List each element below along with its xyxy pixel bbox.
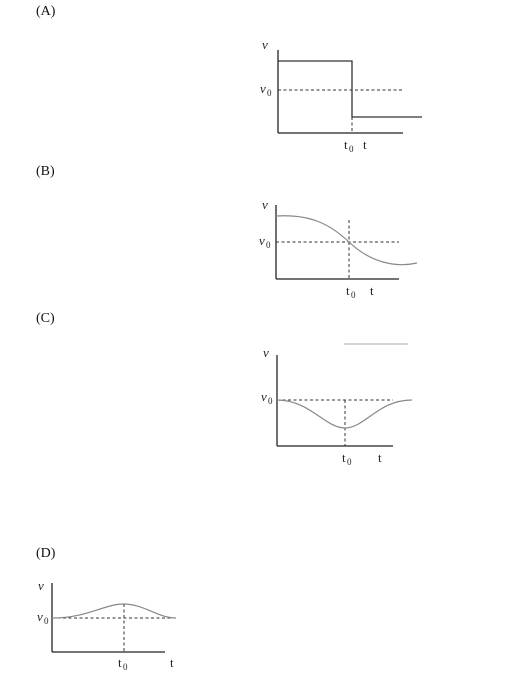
graph-d-y-label: v <box>38 578 44 593</box>
option-c-label: (C) <box>36 311 55 326</box>
graph-b-v0-sub: 0 <box>266 240 271 250</box>
graph-a-v0-label: v <box>260 81 266 96</box>
graph-c-x-label: t <box>378 450 382 465</box>
option-d-label: (D) <box>36 546 56 561</box>
graph-c-t0-sub: 0 <box>347 457 352 467</box>
graph-b-y-label: v <box>262 197 268 212</box>
graph-b-t0-label: t <box>346 283 350 298</box>
graph-c-v0-label: v <box>261 389 267 404</box>
graph-a-t0-sub: 0 <box>349 144 354 154</box>
graph-c-y-label: v <box>263 345 269 360</box>
option-a-label: (A) <box>36 4 56 19</box>
graph-a-x-label: t <box>363 137 367 152</box>
graph-a-v0-sub: 0 <box>267 88 272 98</box>
graph-d-t0-sub: 0 <box>123 662 128 672</box>
option-b-label: (B) <box>36 164 55 179</box>
graph-b-v0-label: v <box>259 233 265 248</box>
graph-d-velocity-curve <box>52 604 176 618</box>
graph-d-v0-label: v <box>37 609 43 624</box>
graph-c-t0-label: t <box>342 450 346 465</box>
graph-c-v0-sub: 0 <box>268 396 273 406</box>
graph-b-x-label: t <box>370 283 374 298</box>
graph-d-t0-label: t <box>118 655 122 670</box>
graph-a-y-label: v <box>262 37 268 52</box>
graph-a-t0-label: t <box>344 137 348 152</box>
graph-d-x-label: t <box>170 655 174 670</box>
graph-b-t0-sub: 0 <box>351 290 356 300</box>
graph-d-v0-sub: 0 <box>44 616 49 626</box>
